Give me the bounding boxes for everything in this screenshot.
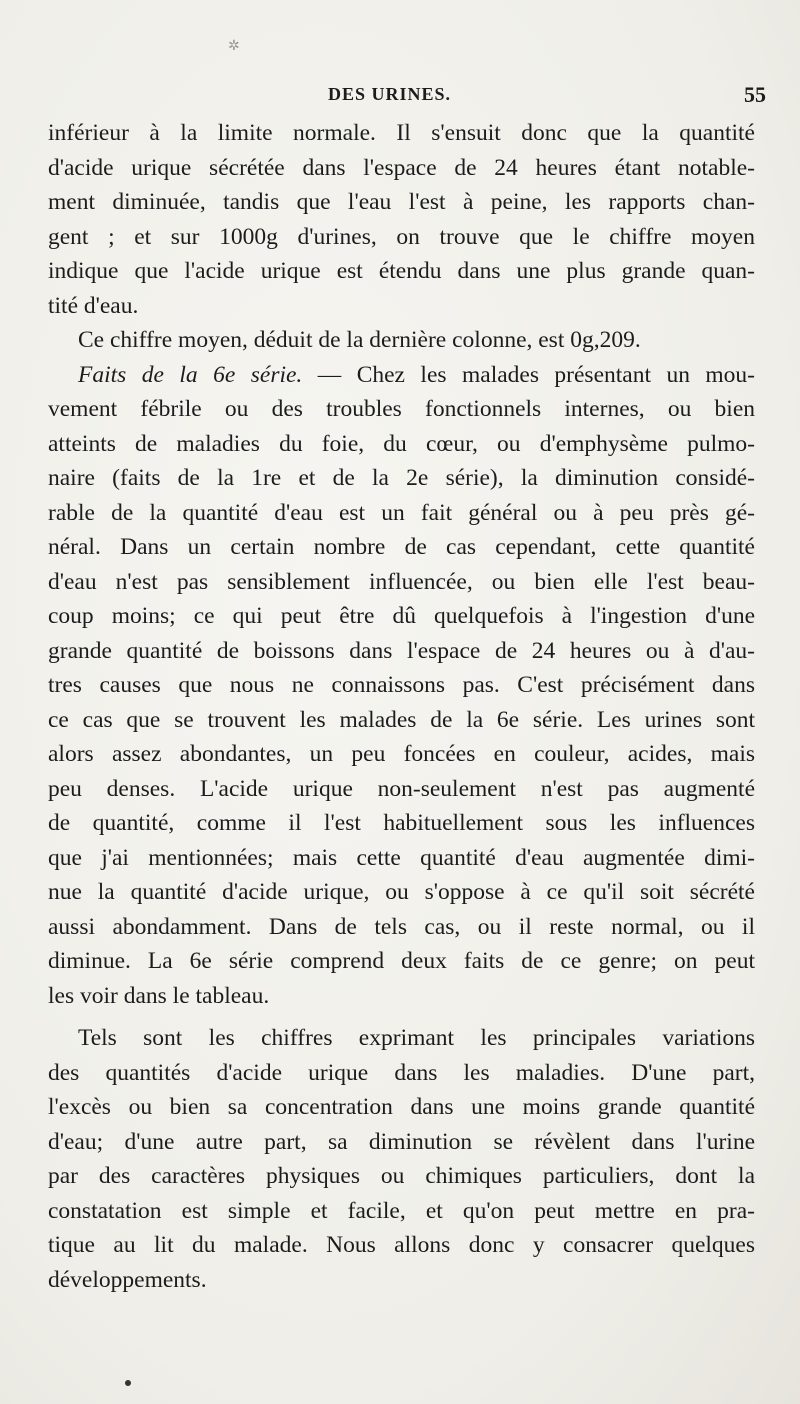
text-line: nue la quantité d'acide urique, ou s'oppose à ce qu'il soit sécrété	[48, 879, 755, 905]
text-line: gent ; et sur 1000g d'urines, on trouve que le chiffre moyen	[48, 223, 755, 250]
text-line: tité d'eau.	[48, 292, 139, 319]
text-line: les voir dans le tableau.	[48, 982, 270, 1009]
text-line: de quantité, comme il l'est habituellement sous les influences	[48, 810, 755, 836]
text-line: par des caractères physiques ou chimiques particuliers, dont la	[48, 1163, 755, 1189]
text-line: d'acide urique sécrétée dans l'espace de 24 heures étant notable-	[48, 154, 755, 181]
section-heading: Faits de la 6e série.	[78, 361, 303, 388]
print-speck: ✲	[228, 39, 240, 54]
page-number: 55	[744, 82, 766, 107]
running-head	[0, 84, 800, 114]
text-line: ce cas que se trouvent les malades de la 6e série. Les urines sont	[48, 706, 755, 733]
text-line: vement fébrile ou des troubles fonctionnels internes, ou bien	[48, 396, 755, 422]
text-line: peu denses. L'acide urique non-seulement n'est pas augmenté	[48, 775, 755, 802]
text-line	[48, 358, 755, 393]
text-line: constatation est simple et facile, et qu'on peut mettre en pra-	[48, 1197, 755, 1224]
text-line: tres causes que nous ne connaissons pas. C'est précisément dans	[48, 672, 755, 698]
text-line: ment diminuée, tandis que l'eau l'est à peine, les rapports chan-	[48, 189, 755, 215]
text-line: diminue. La 6e série comprend deux faits de ce genre; on peut	[48, 948, 755, 974]
text-line: Ce chiffre moyen, déduit de la dernière colonne, est 0g,209.	[78, 327, 641, 353]
text-line: tique au lit du malade. Nous allons donc y consacrer quelques	[48, 1232, 755, 1258]
running-title: DES URINES.	[328, 84, 452, 104]
text-line: atteints de maladies du foie, du cœur, ou d'emphysème pulmo-	[48, 430, 755, 457]
text-line: aussi abondamment. Dans de tels cas, ou il reste normal, ou il	[48, 913, 755, 940]
text-line: indique que l'acide urique est étendu dans une plus grande quan-	[48, 258, 755, 284]
text-line: rable de la quantité d'eau est un fait général ou à peu près gé-	[48, 499, 755, 526]
text-line: grande quantité de boissons dans l'espace de 24 heures ou à d'au-	[48, 637, 755, 664]
ink-dot	[125, 1380, 131, 1386]
text-run: — Chez les malades présentant un mou-	[317, 361, 755, 388]
text-line: alors assez abondantes, un peu foncées en couleur, acides, mais	[48, 741, 755, 767]
text-line: d'eau n'est pas sensiblement influencée, ou bien elle l'est beau-	[48, 568, 755, 595]
text-line: néral. Dans un certain nombre de cas cependant, cette quantité	[48, 534, 755, 560]
text-line: que j'ai mentionnées; mais cette quantité d'eau augmentée dimi-	[48, 844, 755, 871]
body-text	[48, 116, 755, 1297]
text-line: naire (faits de la 1re et de la 2e série), la diminution considé-	[48, 465, 755, 491]
text-line: des quantités d'acide urique dans les maladies. D'une part,	[48, 1059, 755, 1086]
text-line: l'excès ou bien sa concentration dans une moins grande quantité	[48, 1094, 755, 1120]
text-line: Tels sont les chiffres exprimant les principales variations	[78, 1025, 755, 1051]
text-line: développements.	[48, 1266, 207, 1293]
text-line: d'eau; d'une autre part, sa diminution se révèlent dans l'urine	[48, 1128, 755, 1155]
text-line: coup moins; ce qui peut être dû quelquefois à l'ingestion d'une	[48, 603, 755, 629]
text-line: inférieur à la limite normale. Il s'ensuit donc que la quantité	[48, 120, 755, 146]
